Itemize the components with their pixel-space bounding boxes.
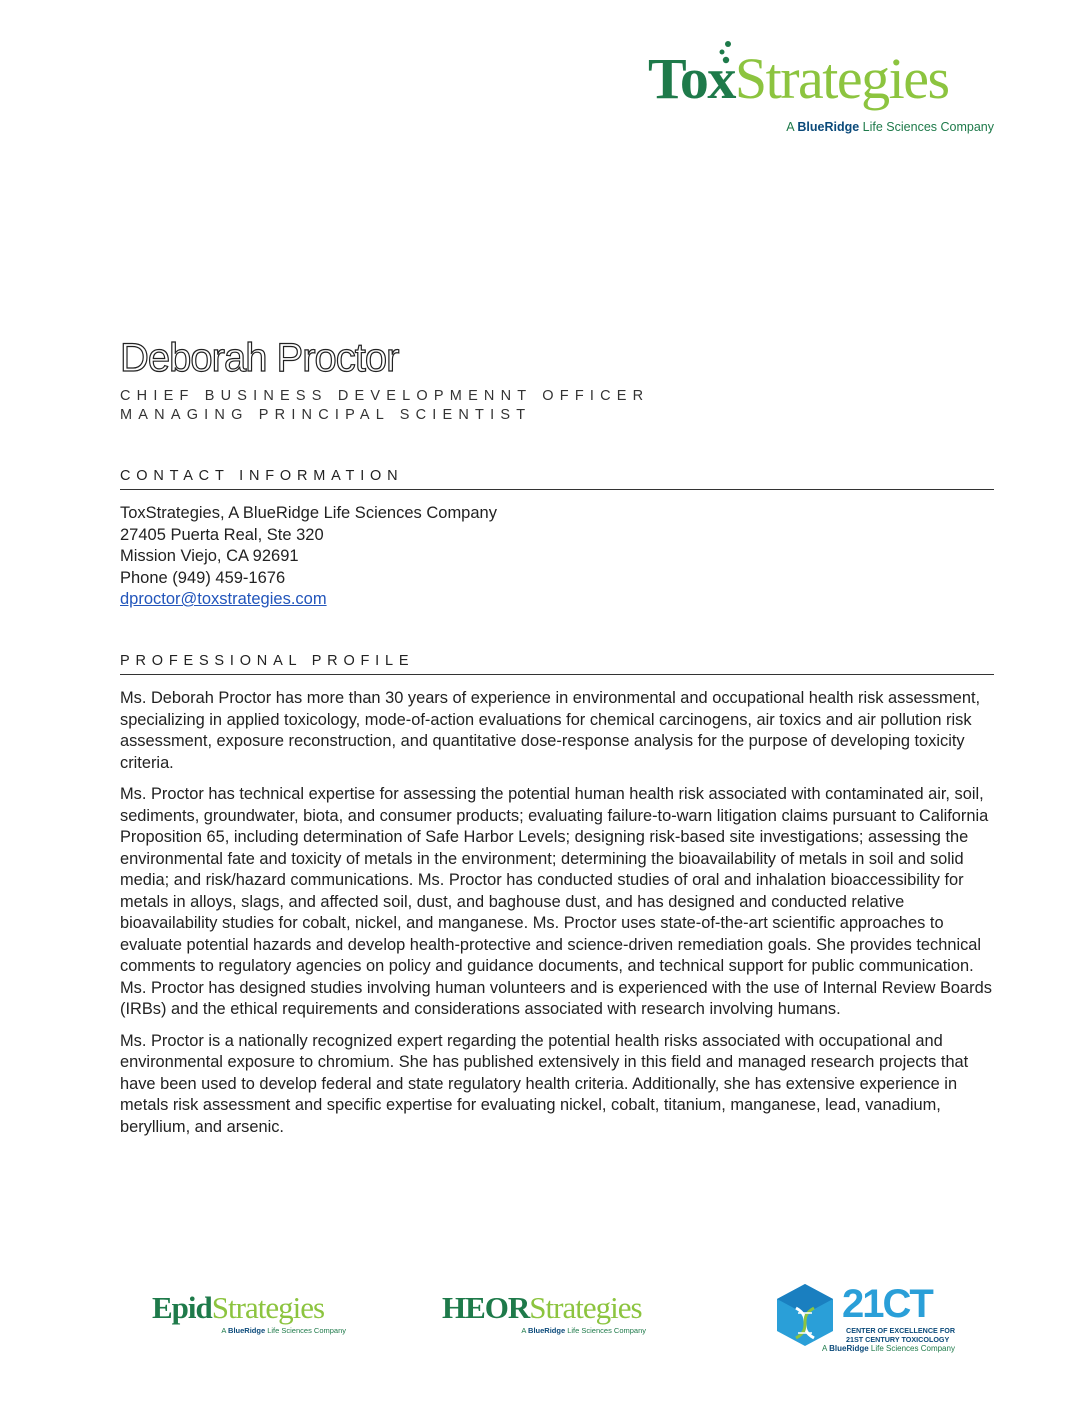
contact-heading: CONTACT INFORMATION — [120, 468, 994, 490]
contact-address-line-1: 27405 Puerta Real, Ste 320 — [120, 525, 324, 544]
21ct-subtitle: CENTER OF EXCELLENCE FOR 21ST CENTURY TOXICOLOGY — [846, 1326, 956, 1344]
profile-paragraph: Ms. Deborah Proctor has more than 30 years of experience in environmental and occupational health risk assessment, specializing in applied toxicology, mode-of-action evaluations for chemical carcinogens, air toxics and air pollution risk assessment, exposure reconstruction, and quantitative dose-response analysis for the purpose of developing toxicity criteria. — [120, 689, 981, 772]
contact-block — [120, 503, 497, 611]
heor-wordmark: HEORStrategies — [442, 1290, 642, 1325]
heor-tagline: A BlueRidge Life Sciences Company — [521, 1326, 646, 1335]
epid-tagline: A BlueRidge Life Sciences Company — [221, 1326, 346, 1335]
heorstrategies-logo — [442, 1282, 652, 1354]
contact-address-line-2: Mission Viejo, CA 92691 — [120, 547, 299, 565]
dna-hexagon-icon — [774, 1282, 836, 1348]
contact-company: ToxStrategies, A BlueRidge Life Sciences Company — [120, 504, 497, 522]
logo-wordmark: ToxStrategies — [648, 46, 949, 111]
logo-tagline: A BlueRidge Life Sciences Company — [786, 120, 994, 134]
21ct-tagline: A BlueRidge Life Sciences Company — [822, 1344, 955, 1353]
person-title-primary: CHIEF BUSINESS DEVELOPMENNT OFFICER — [120, 388, 650, 404]
epid-wordmark: EpidStrategies — [152, 1290, 325, 1325]
person-title-secondary: MANAGING PRINCIPAL SCIENTIST — [120, 407, 532, 423]
profile-body — [120, 688, 994, 1148]
epidstrategies-logo — [152, 1282, 352, 1354]
contact-phone: Phone (949) 459-1676 — [120, 568, 286, 587]
profile-paragraph: Ms. Proctor has technical expertise for assessing the potential human health risk associated with contaminated air, soil, sediments, groundwater, biota, and consumer products; evaluating failure-to-warn litigation claims pursuant to California Proposition 65, including determination of Safe Harbor Levels; designing risk-based site investigations; assessing the environmental fate and toxicity of metals in the environment; determining the bioavailability of metals in soil and solid media; and risk/hazard communications. Ms. Proctor has conducted studies of oral and inhalation bioaccessibility for metals in alloys, slags, and affected soil, dust, and baghouse dust, and has designed and conducted relative bioavailability studies for cobalt, nickel, and manganese. Ms. Proctor uses state-of-the-art scientific approaches to evaluate potential hazards and develop health-protective and science-driven remediation goals. She provides technical comments to regulatory agencies on policy and guidance documents, and technical support for public communication. Ms. Proctor has designed studies involving human volunteers and is experienced with the use of Internal Review Boards (IRBs) and the ethical requirements and considerations associated with research involving humans. — [120, 785, 992, 1018]
profile-heading: PROFESSIONAL PROFILE — [120, 653, 994, 675]
contact-email-link[interactable]: dproctor@toxstrategies.com — [120, 590, 327, 608]
21ct-wordmark: 21CT — [842, 1282, 932, 1326]
profile-paragraph: Ms. Proctor is a nationally recognized expert regarding the potential health risks associated with occupational and environmental exposure to chromium. She has published extensively in this field and managed research projects that have been used to develop federal and state regulatory health criteria. Additionally, she has extensive experience in metals risk assessment and specific expertise for evaluating nickel, cobalt, titanium, manganese, lead, vanadium, beryllium, and arsenic. — [120, 1031, 969, 1136]
21ct-logo — [774, 1282, 964, 1354]
person-name: Deborah Proctor — [120, 336, 399, 380]
toxstrategies-logo — [640, 40, 1000, 140]
